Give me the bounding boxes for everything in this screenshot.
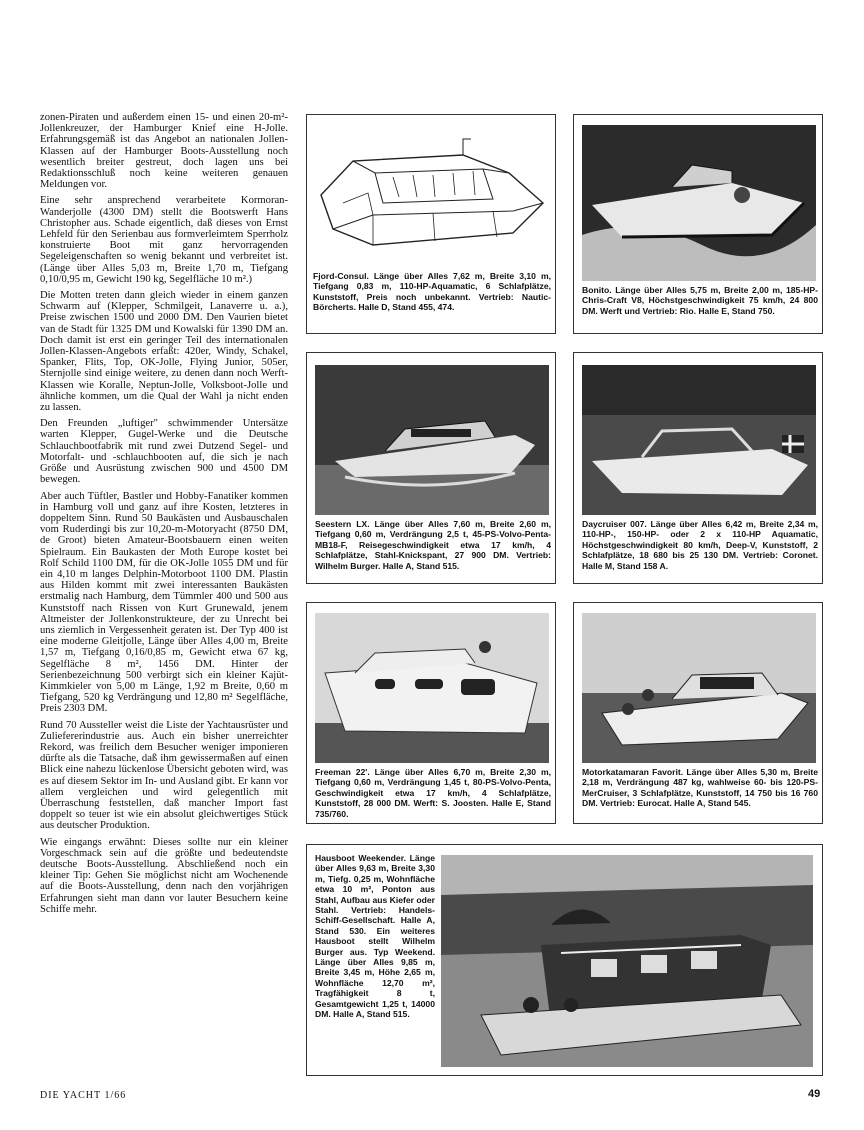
- seestern-photo: [315, 365, 549, 515]
- body-paragraph: Den Freunden „luftiger" schwimmender Untersätze warten Klepper, Gugel-Werke und die Deutsche Schlauchbootfabrik mit rund zwei Dutzend Segel- und Motorfalt- und -schlauchbooten auf, die sich je nach Größe und Ausrüstung zwischen 900 und 4500 DM bewegen.: [40, 418, 288, 486]
- hausboot-photo: [441, 855, 813, 1067]
- caption-freeman: Freeman 22'. Länge über Alles 6,70 m, Breite 2,30 m, Tiefgang 0,60 m, Verdrängung 1,45 t, 80-PS-Volvo-Penta, Geschwindigkeit etwa 17 km/h, 4 Schlafplätze, Kunststoff, 28 000 DM. Werft: S. Joosten. Halle E, Stand 735/760.: [315, 767, 551, 819]
- article-body-column: [40, 112, 288, 920]
- freeman-photo: [315, 613, 549, 763]
- caption-bonito: Bonito. Länge über Alles 5,75 m, Breite 2,00 m, 185-HP-Chris-Craft V8, Höchstgeschwindigkeit 75 km/h, 24 800 DM. Werft und Vertrieb: Rio. Halle E, Stand 750.: [582, 285, 818, 316]
- body-paragraph: Rund 70 Aussteller weist die Liste der Yachtausrüster und Zuliefererindustrie aus. Auch ein bisher unerreichter Rekord, was freilich dem Besucher weniger imponieren dürfte als die Tatsache, daß ihm gewissermaßen auf einen Blick eine nahezu lückenlose Übersicht geboten wird, was es auf diesem Sektor im In- und Ausland gibt. Er kann vor allem vergleichen und wird gelegentlich mit Überraschung feststellen, daß mancher Import fast doppelt so teuer ist wie ein absolut gleichwertiges Stück aus deutscher Produktion.: [40, 719, 288, 832]
- body-paragraph: Aber auch Tüftler, Bastler und Hobby-Fanatiker kommen in Hamburg voll und ganz auf ihre Kosten, letzteres in doppeltem Sinn. Rund 50 Baukästen und Ausbauschalen vom Ruderdingi bis zur 10,20-m-Motoryacht (8750 DM, de Groot) bieten Amateur-Bootsbauern einen weiten Spielraum. Ein Baukasten der Moth Europe kostet bei Rolf Schild 1100 DM, für die OK-Jolle 1055 DM und für ein 4,10 m langes Delphin-Motorboot 1100 DM. Plastin aus Hilden kommt mit zwei interessanten Baukästen erstmalig nach Hamburg, dem Tümmler 400 und 500 aus Kunststoff nach Rissen von Kurt Grunewald, jenem Altmeister der Jollenkonstrukteure, der zu Unrecht bei uns ziemlich in Vergessenheit geraten ist. Der Typ 400 ist eine moderne Gleitjolle, Länge über Alles 4,00 m, Breite 1,57 m, Tiefgang 0,16/0,85 m, Gewicht etwa 67 kg, Segelfläche 8 m², 1456 DM. Hinter der Serienbezeichnung 500 verbirgt sich ein kleiner Kajüt-Kimmkieler von 5,00 m Länge, 1,92 m Breite, 0,60 m Tiefgang, 520 kg Verdrängung und 12,80 m² Segelfläche, Preis 2303 DM.: [40, 490, 288, 715]
- bonito-photo: [582, 125, 816, 281]
- publication-footer: DIE YACHT 1/66: [40, 1090, 127, 1101]
- body-paragraph: Wie eingangs erwähnt: Dieses sollte nur ein kleiner Vorgeschmack sein auf die größte und bedeutendste deutsche Boots-Ausstellung. Abschließend noch ein kleiner Tip: Gehen Sie möglichst nicht am Wochenende auf die Boots-Ausstellung, denn nach den vorjährigen Erfahrungen sieht man dann vor lauter Besuchern keine Schiffe mehr.: [40, 836, 288, 915]
- body-paragraph: Die Motten treten dann gleich wieder in einem ganzen Schwarm auf (Klepper, Schmilgeit, Lanaverre u. a.), Preise zwischen 1500 und 2000 DM. Den Vaurien bietet van de Stadt für 1325 DM und Kowalski für 1390 DM an. Doch damit ist erst ein geringer Teil des internationalen Jollen-Klassen-Angebots erfaßt: 420er, Windy, Schakel, Spanker, Flits, Top, OK-Jolle, Flying Junior, 505er, Sternjolle sind einige weitere, zu denen dann noch Werft-Klassen wie Koralle, Neptun-Jolle, Volksboot-Jolle und ähnliche kommen, um die Qual der Wahl ja nicht enden zu lassen.: [40, 290, 288, 414]
- caption-seestern: Seestern LX. Länge über Alles 7,60 m, Breite 2,60 m, Tiefgang 0,60 m, Verdrängung 2,5 t, 45-PS-Volvo-Penta-MB18-F, Reisegeschwindigkeit etwa 17 km/h, 4 Schlafplätze, Stahl-Knickspant, 27 900 DM. Vertrieb: Wilhelm Burger. Halle A, Stand 515.: [315, 519, 551, 571]
- caption-hausboot: Hausboot Weekender. Länge über Alles 9,63 m, Breite 3,30 m, Tiefg. 0,25 m, Wohnfläche etwa 10 m², Ponton aus Stahl, Aufbau aus Kiefer oder Stahl. Vertrieb: Handels-Schiff-Gesellschaft. Halle A, Stand 530. Ein weiteres Hausboot stellt Wilhelm Burger aus. Typ Weekend. Länge über Alles 9,85 m, Breite 3,45 m, Höhe 2,65 m, Wohnfläche 12,70 m², Tragfähigkeit 8 t, Gesamtgewicht 1,25 t, 14000 DM. Halle A, Stand 515.: [315, 853, 436, 1020]
- freeman-boat-photo-icon: [315, 613, 549, 763]
- caption-katamaran: Motorkatamaran Favorit. Länge über Alles 5,30 m, Breite 2,18 m, Verdrängung 487 kg, wahlweise 60- bis 120-PS-MerCruiser, 3 Schlafplätze, Kunststoff, 14 750 bis 16 760 DM. Vertrieb: Eurocat. Halle A, Stand 545.: [582, 767, 818, 809]
- caption-daycruiser: Daycruiser 007. Länge über Alles 6,42 m, Breite 2,34 m, 110-HP-, 150-HP- oder 2 x 110-HP Aquamatic, Höchstgeschwindigkeit 80 km/h, Deep-V, Kunststoff, 2 Schlafplätze, 18 680 bis 25 130 DM. Vertrieb: Coronet. Halle M, Stand 158 A.: [582, 519, 818, 571]
- body-paragraph: Eine sehr ansprechend verarbeitete Kormoran-Wanderjolle (4300 DM) stellt die Bootswerft Hans Christopher aus. Schade eigentlich, daß dieses von Ernst Lehfeld für den Serienbau aus formverleimtem Sperrholz konstruierte Boot mit ganz hervorragenden Segeleigenschaften so wenig bekannt und verbreitet ist. (Länge über Alles 5,03 m, Breite 1,70 m, Tiefgang 0,10/0,95 m, Gewicht 190 kg, Segelfläche 10 m².): [40, 195, 288, 285]
- boat-panel-daycruiser: [573, 352, 823, 584]
- page-number: 49: [808, 1088, 821, 1100]
- motorboat-photo-icon: [315, 365, 549, 515]
- fjord-consul-drawing: [313, 133, 549, 257]
- daycruiser-photo: [582, 365, 816, 515]
- boat-panel-bonito: [573, 114, 823, 334]
- boat-drawing-icon: [313, 133, 549, 257]
- boat-panel-fjord-consul: [306, 114, 556, 334]
- katamaran-photo: [582, 613, 816, 763]
- boat-panel-hausboot: [306, 844, 823, 1076]
- boat-panel-freeman: [306, 602, 556, 824]
- boat-panel-katamaran: [573, 602, 823, 824]
- catamaran-photo-icon: [582, 613, 816, 763]
- boat-panel-seestern: [306, 352, 556, 584]
- caption-fjord-consul: Fjord-Consul. Länge über Alles 7,62 m, Breite 3,10 m, Tiefgang 0,83 m, 110-HP-Aquamatic, 6 Schlafplätze, Kunststoff, Preis noch unbekannt. Vertrieb: Nautic-Börcherts. Halle D, Stand 455, 474.: [313, 271, 551, 313]
- speedboat-photo-icon: [582, 125, 816, 281]
- body-paragraph: zonen-Piraten und außerdem einen 15- und einen 20-m²-Jollenkreuzer, der Hamburger Knief eine H-Jolle. Erfahrungsgemäß ist das Angebot an nationalen Jollen-Klassen auf der Hamburger Boots-Ausstellung noch wesentlich breiter gestreut, doch lagen uns bei Redaktionsschluß noch keine weiteren genauen Meldungen vor.: [40, 112, 288, 191]
- cruiser-photo-icon: [582, 365, 816, 515]
- houseboat-photo-icon: [441, 855, 813, 1067]
